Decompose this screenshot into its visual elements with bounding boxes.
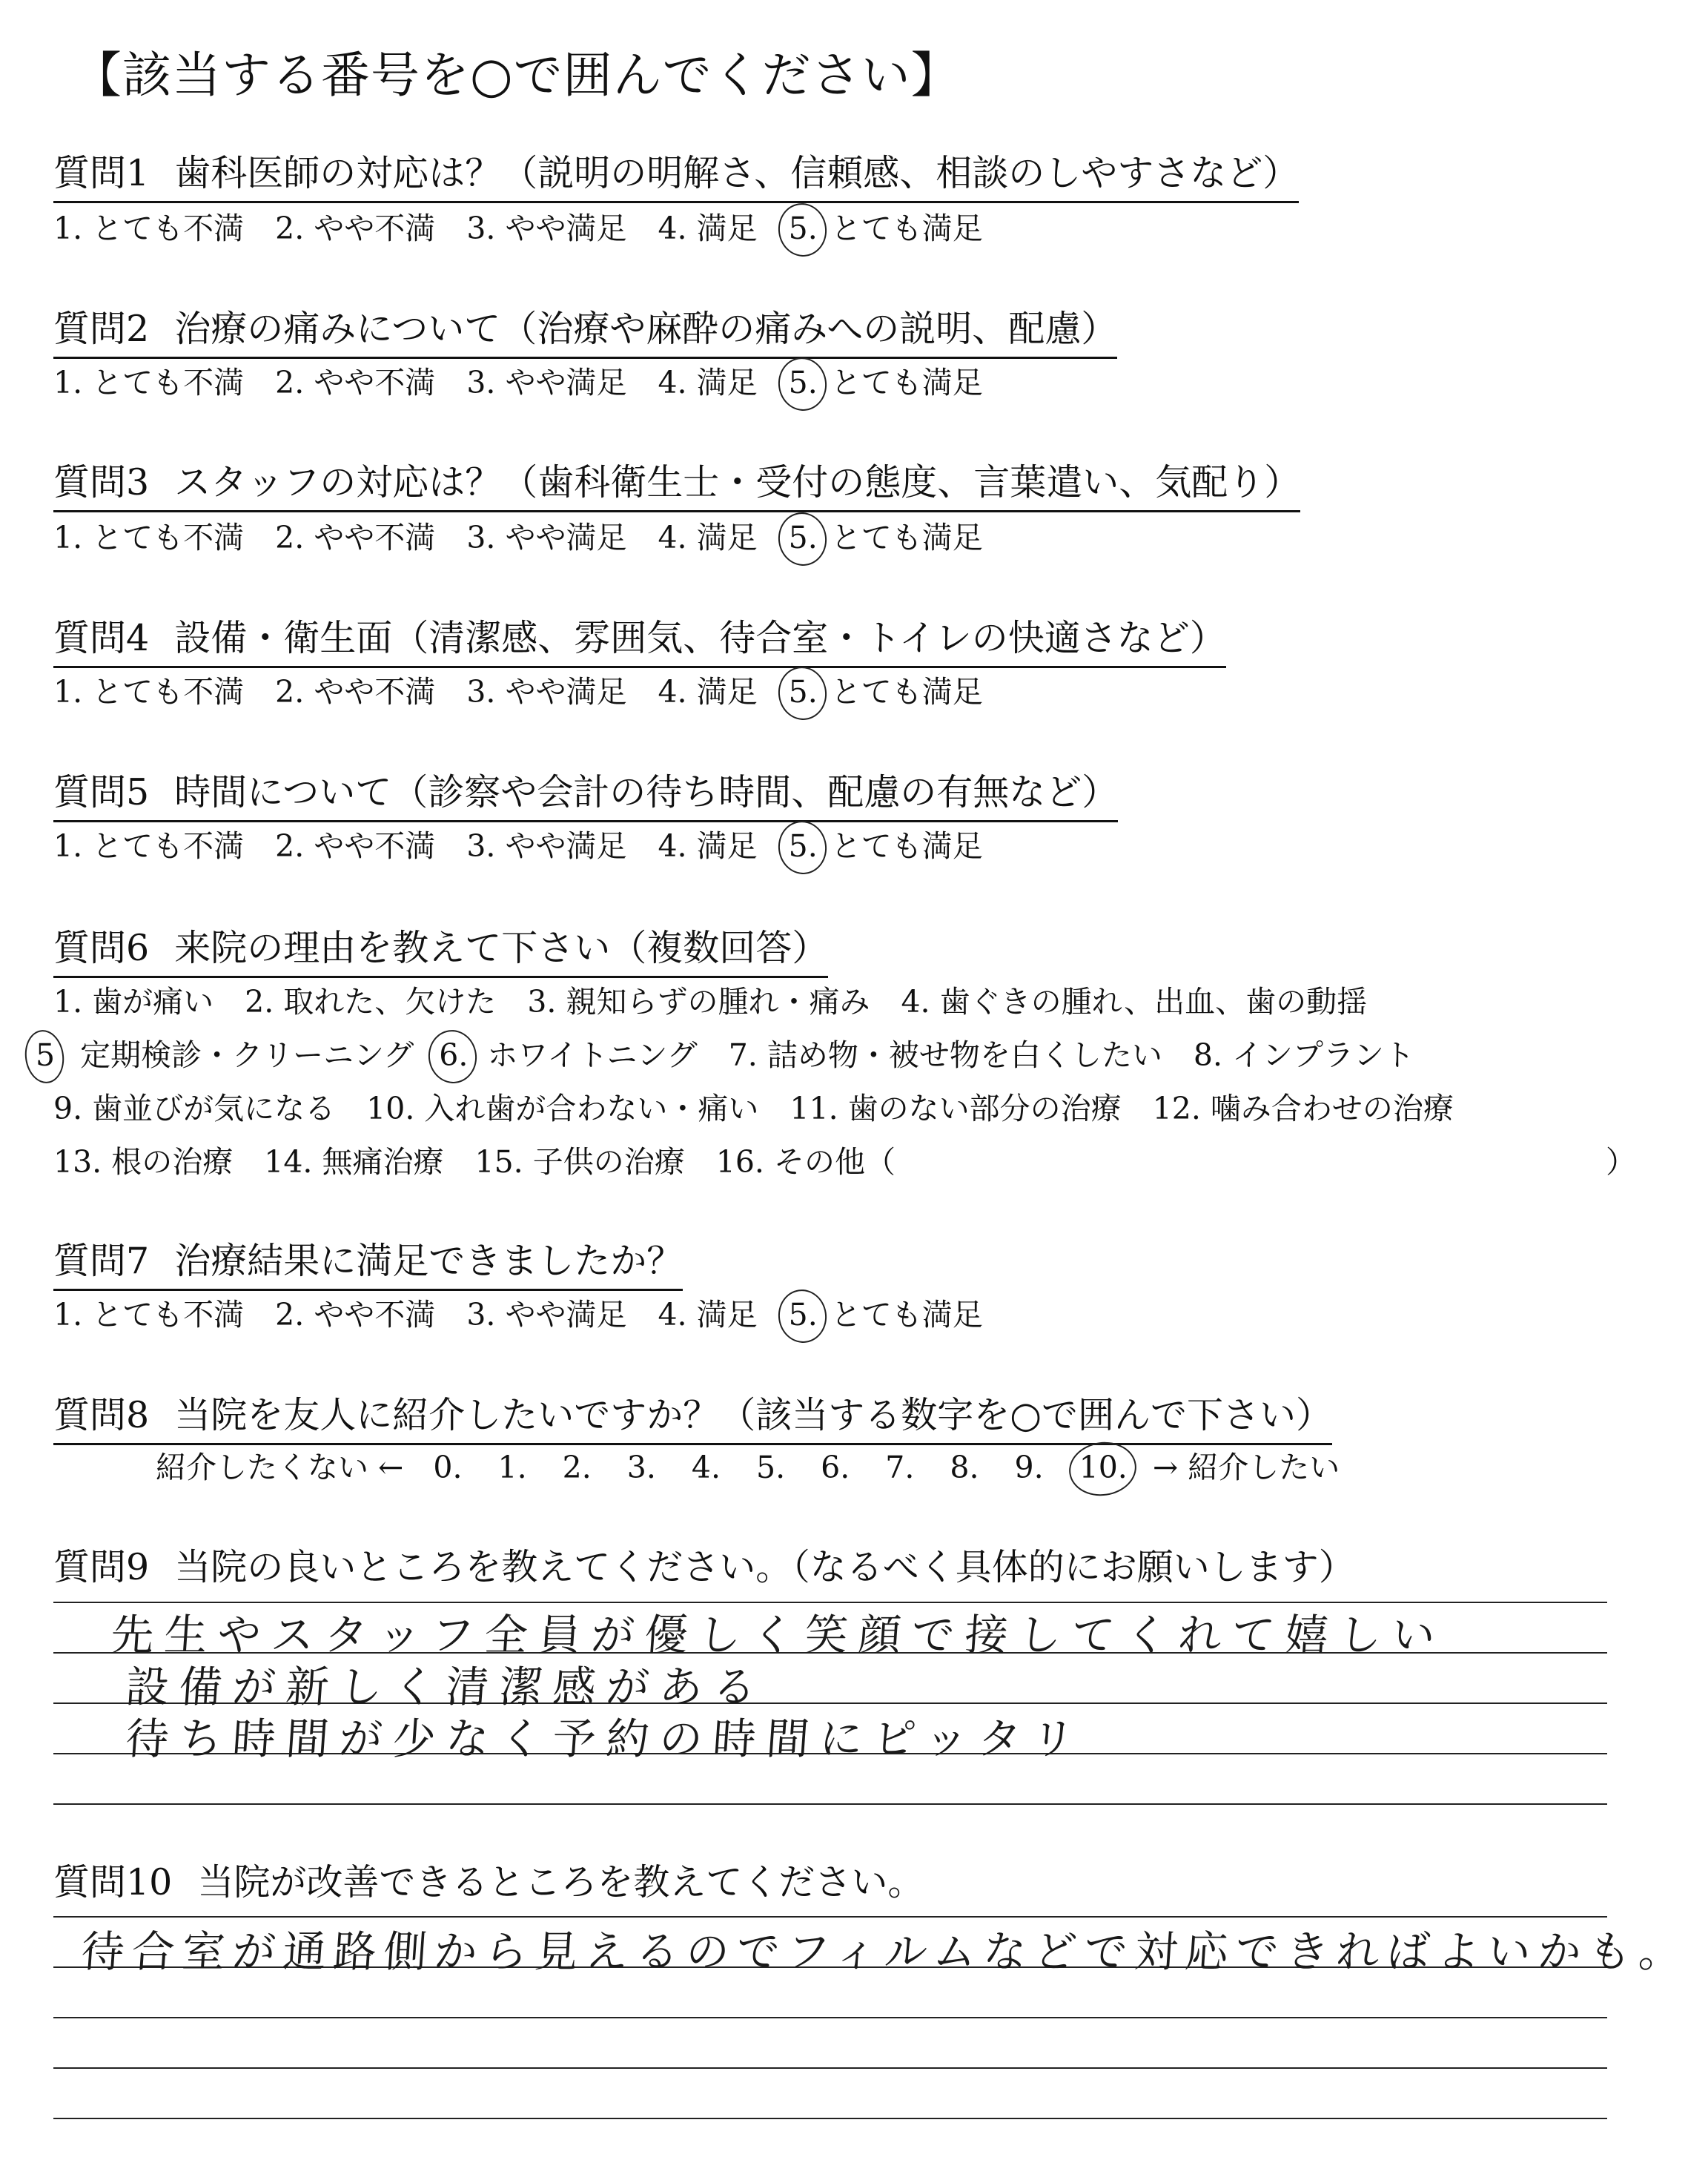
scale-2[interactable]: 2. <box>562 1450 592 1485</box>
option-3[interactable]: 3. やや満足 <box>466 1297 627 1332</box>
reason-option-other[interactable]: 16. その他（ <box>715 1144 896 1180</box>
reason-option[interactable]: 13. 根の治療 <box>53 1144 234 1180</box>
reason-option[interactable]: 15. 子供の治療 <box>474 1144 685 1180</box>
option-2[interactable]: 2. やや不満 <box>275 365 436 400</box>
answer-line <box>53 2067 1607 2069</box>
answer-line <box>53 2017 1607 2018</box>
question-4-title <box>53 610 1226 668</box>
question-7-text: 治療結果に満足できましたか？ <box>174 1240 683 1282</box>
option-5-selected[interactable]: 5. <box>788 828 818 864</box>
question-1-title <box>53 145 1299 203</box>
reason-row-2 <box>36 1031 1446 1074</box>
option-2[interactable]: 2. やや不満 <box>275 674 436 710</box>
option-1[interactable]: 1. とても不満 <box>53 674 245 710</box>
option-3[interactable]: 3. やや満足 <box>466 828 627 864</box>
reason-row-1 <box>53 977 1398 1021</box>
question-3-title <box>53 454 1300 512</box>
reason-option[interactable]: 12. 噛み合わせの治療 <box>1152 1091 1454 1126</box>
reason-option-selected[interactable]: 6. <box>439 1037 469 1073</box>
question-8-text: 当院を友人に紹介したいですか？（該当する数字を○で囲んで下さい） <box>174 1394 1332 1436</box>
question-9-number: 質問9 <box>53 1546 150 1588</box>
question-10-text: 当院が改善できるところを教えてください。 <box>197 1861 924 1903</box>
option-4[interactable]: 4. 満足 <box>658 211 758 246</box>
option-3[interactable]: 3. やや満足 <box>466 365 627 400</box>
option-5-selected[interactable]: 5. <box>788 365 818 400</box>
question-2-title <box>53 300 1117 359</box>
scale-6[interactable]: 6. <box>821 1450 850 1485</box>
question-7-options <box>53 1290 983 1334</box>
question-2-options <box>53 358 983 402</box>
reason-row-4 <box>53 1137 927 1181</box>
option-5-selected[interactable]: 5. <box>788 520 818 555</box>
question-10-number: 質問10 <box>53 1861 173 1903</box>
question-3-text: スタッフの対応は？（歯科衛生士・受付の態度、言葉遣い、気配り） <box>174 461 1301 503</box>
recommend-scale <box>156 1443 1375 1487</box>
question-6-number: 質問6 <box>53 927 150 969</box>
question-9-text: 当院の良いところを教えてください。（なるべく具体的にお願いします） <box>174 1546 1355 1588</box>
option-5-label: とても満足 <box>830 1297 983 1332</box>
question-3-options <box>53 513 983 557</box>
option-4[interactable]: 4. 満足 <box>658 365 758 400</box>
handwritten-answer[interactable]: 待ち時間が少なく予約の時間にピッタリ <box>124 1714 1087 1764</box>
option-4[interactable]: 4. 満足 <box>658 828 758 864</box>
reason-option[interactable]: 3. 親知らずの腫れ・痛み <box>527 984 870 1020</box>
option-2[interactable]: 2. やや不満 <box>275 211 436 246</box>
question-5-title <box>53 764 1118 822</box>
option-1[interactable]: 1. とても不満 <box>53 365 245 400</box>
question-1-text: 歯科医師の対応は？（説明の明解さ、信頼感、相談のしやすさなど） <box>174 152 1300 194</box>
question-1-number: 質問1 <box>53 152 150 194</box>
question-8-number: 質問8 <box>53 1394 150 1436</box>
form-header: 【該当する番号を○で囲んでください】 <box>73 47 961 104</box>
option-5-selected[interactable]: 5. <box>788 211 818 246</box>
reason-label: 定期検診・クリーニング <box>80 1037 414 1073</box>
option-5-label: とても満足 <box>830 674 983 710</box>
question-8-title <box>53 1387 1332 1445</box>
option-5-label: とても満足 <box>830 520 983 555</box>
option-2[interactable]: 2. やや不満 <box>275 1297 436 1332</box>
option-5-label: とても満足 <box>830 828 983 864</box>
option-4[interactable]: 4. 満足 <box>658 1297 758 1332</box>
handwritten-answer[interactable]: 待合室が通路側から見えるのでフィルムなどで対応できればよいかも。 <box>79 1926 1692 1977</box>
question-4-options <box>53 667 983 711</box>
question-6-text: 来院の理由を教えて下さい（複数回答） <box>174 927 829 969</box>
question-4-text: 設備・衛生面（清潔感、雰囲気、待合室・トイレの快適さなど） <box>174 617 1226 659</box>
option-4[interactable]: 4. 満足 <box>658 674 758 710</box>
reason-option[interactable]: 8. インプラント <box>1193 1037 1415 1073</box>
option-1[interactable]: 1. とても不満 <box>53 211 245 246</box>
question-1-options <box>53 204 983 248</box>
option-1[interactable]: 1. とても不満 <box>53 828 245 864</box>
option-5-selected[interactable]: 5. <box>788 1297 818 1332</box>
scale-7[interactable]: 7. <box>885 1450 915 1485</box>
option-3[interactable]: 3. やや満足 <box>466 211 627 246</box>
option-3[interactable]: 3. やや満足 <box>466 520 627 555</box>
question-6-title <box>53 919 828 978</box>
option-3[interactable]: 3. やや満足 <box>466 674 627 710</box>
option-2[interactable]: 2. やや不満 <box>275 520 436 555</box>
answer-line <box>53 2118 1607 2119</box>
question-9-title <box>53 1539 1355 1591</box>
reason-option[interactable]: 1. 歯が痛い <box>53 984 214 1020</box>
scale-3[interactable]: 3. <box>626 1450 656 1485</box>
handwritten-answer[interactable]: 設備が新しく清潔感がある <box>124 1662 769 1712</box>
answer-line <box>53 1803 1607 1805</box>
handwritten-answer[interactable]: 先生やスタッフ全員が優しく笑顔で接してくれて嬉しい <box>109 1610 1448 1660</box>
scale-10-selected[interactable]: 10. <box>1079 1450 1128 1485</box>
scale-left-label: 紹介したくない ← <box>156 1450 404 1485</box>
question-2-text: 治療の痛みについて（治療や麻酔の痛みへの説明、配慮） <box>174 308 1118 350</box>
scale-4[interactable]: 4. <box>691 1450 721 1485</box>
option-4[interactable]: 4. 満足 <box>658 520 758 555</box>
question-3-number: 質問3 <box>53 461 150 503</box>
scale-5[interactable]: 5. <box>756 1450 786 1485</box>
reason-option[interactable]: 2. 取れた、欠けた <box>245 984 497 1020</box>
scale-0[interactable]: 0. <box>433 1450 463 1485</box>
reason-label: ホワイトニング <box>487 1037 698 1073</box>
reason-option[interactable]: 10. 入れ歯が合わない・痛い <box>366 1091 759 1126</box>
question-5-text: 時間について（診察や会計の待ち時間、配慮の有無など） <box>174 771 1119 813</box>
option-2[interactable]: 2. やや不満 <box>275 828 436 864</box>
reason-option[interactable]: 14. 無痛治療 <box>264 1144 444 1180</box>
scale-right-label: → 紹介したい <box>1152 1450 1340 1485</box>
reason-option[interactable]: 7. 詰め物・被せ物を白くしたい <box>728 1037 1162 1073</box>
option-5-selected[interactable]: 5. <box>788 674 818 710</box>
option-5-label: とても満足 <box>830 211 983 246</box>
question-5-options <box>53 822 983 865</box>
option-5-label: とても満足 <box>830 365 983 400</box>
scale-9[interactable]: 9. <box>1014 1450 1044 1485</box>
question-2-number: 質問2 <box>53 308 150 350</box>
reason-option[interactable]: 4. 歯ぐきの腫れ、出血、歯の動揺 <box>901 984 1368 1020</box>
question-7-number: 質問7 <box>53 1240 150 1282</box>
question-10-title <box>53 1854 924 1906</box>
reason-option-selected[interactable]: 5 <box>36 1037 56 1073</box>
question-7-title <box>53 1232 683 1291</box>
scale-8[interactable]: 8. <box>950 1450 979 1485</box>
reason-option[interactable]: 9. 歯並びが気になる <box>53 1091 336 1126</box>
option-1[interactable]: 1. とても不満 <box>53 520 245 555</box>
other-close-paren: ） <box>1606 1144 1636 1180</box>
scale-1[interactable]: 1. <box>497 1450 527 1485</box>
reason-option[interactable]: 11. 歯のない部分の治療 <box>790 1091 1122 1126</box>
question-4-number: 質問4 <box>53 617 150 659</box>
reason-row-3 <box>53 1084 1485 1128</box>
question-5-number: 質問5 <box>53 771 150 813</box>
option-1[interactable]: 1. とても不満 <box>53 1297 245 1332</box>
